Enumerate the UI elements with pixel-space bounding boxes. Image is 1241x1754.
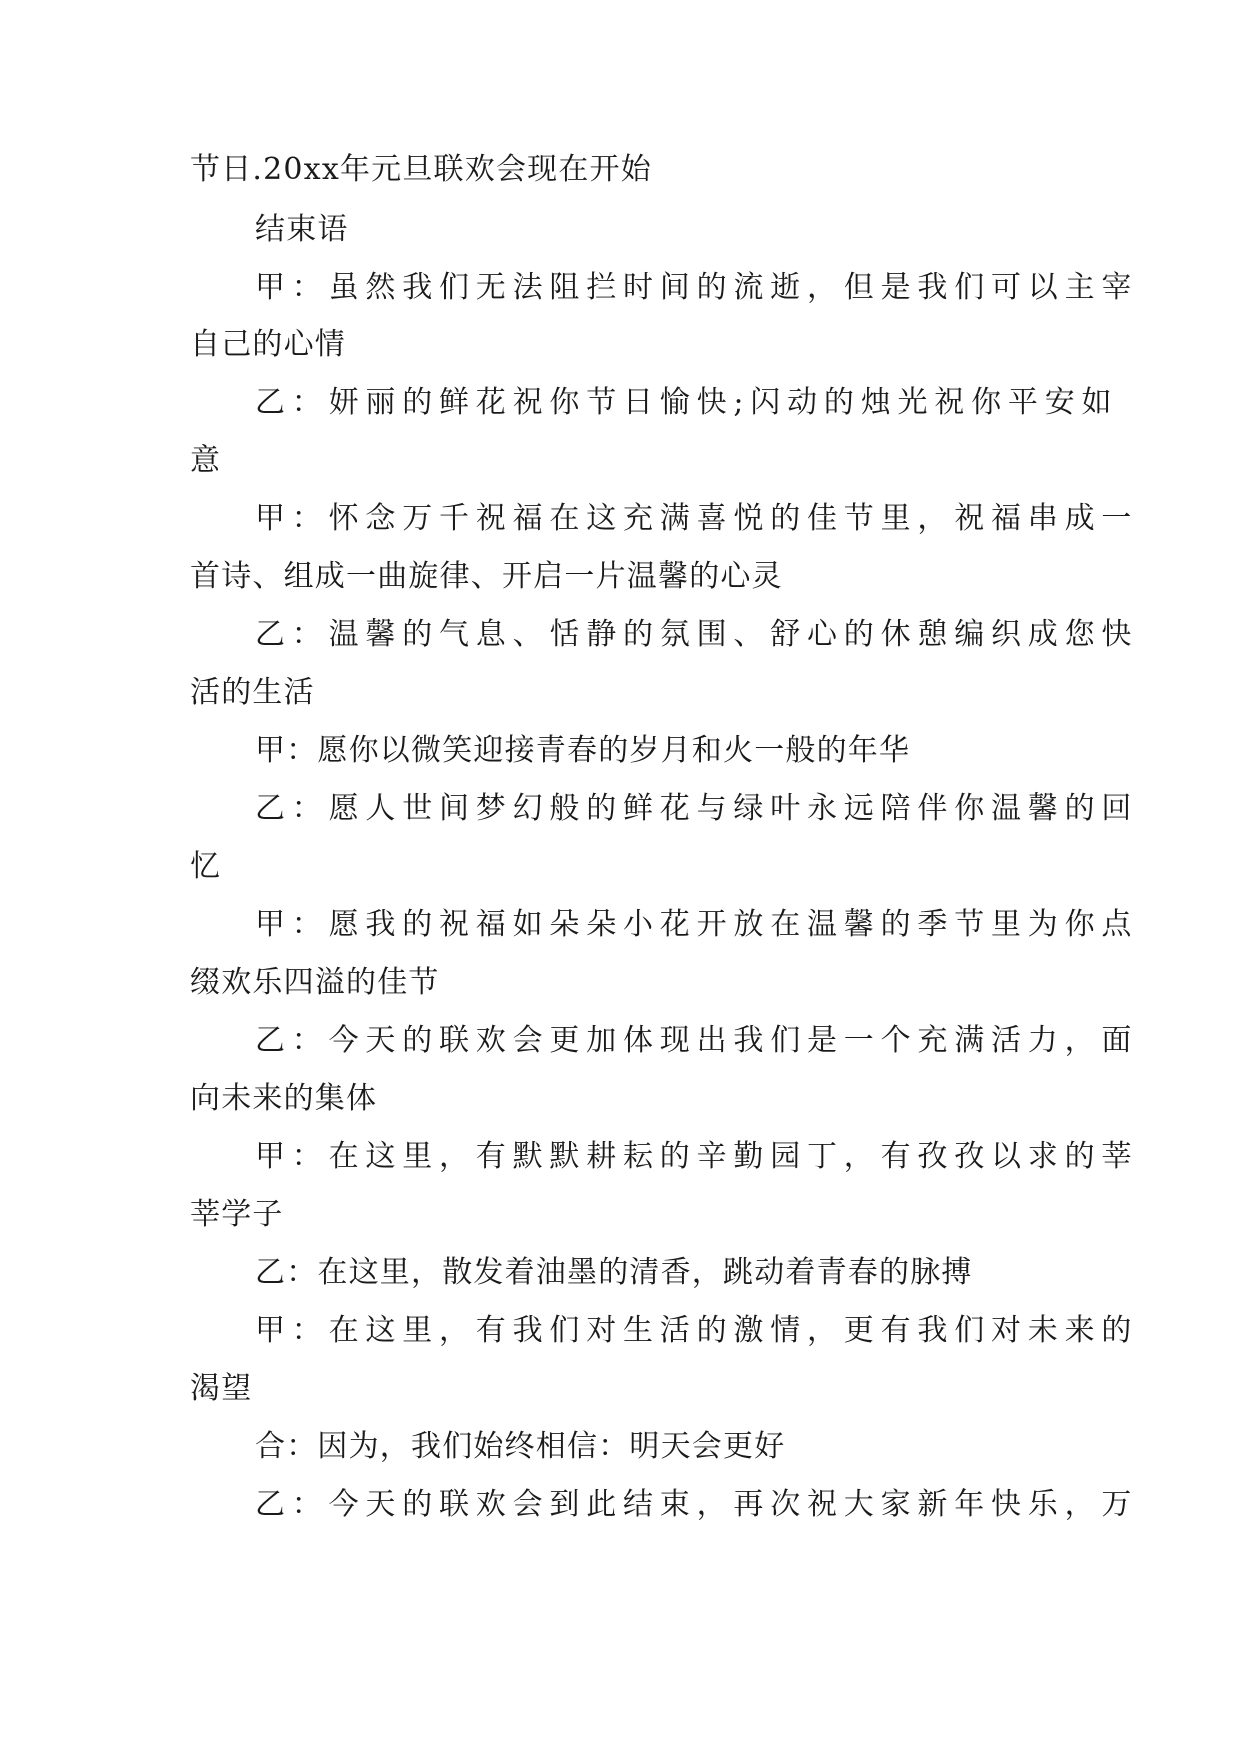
text-line: 节日.20xx年元旦联欢会现在开始 bbox=[190, 152, 652, 187]
text-line: 合：因为，我们始终相信：明天会更好 bbox=[255, 1429, 786, 1464]
text-line: 忆 bbox=[190, 849, 222, 884]
text-line: 首诗、组成一曲旋律、开启一片温馨的心灵 bbox=[190, 559, 783, 594]
text-line: 活的生活 bbox=[190, 675, 315, 710]
text-line: 莘学子 bbox=[190, 1197, 284, 1232]
text-line: 自己的心情 bbox=[190, 327, 346, 362]
text-line: 乙：在这里，散发着油墨的清香，跳动着青春的脉搏 bbox=[255, 1255, 973, 1290]
text-line: 意 bbox=[190, 443, 222, 478]
text-line: 乙：温馨的气息、恬静的氛围、舒心的休憩编织成您快 bbox=[255, 617, 1139, 652]
text-line: 甲：在这里，有默默耕耘的辛勤园丁，有孜孜以求的莘 bbox=[255, 1139, 1139, 1174]
text-line: 乙：妍丽的鲜花祝你节日愉快;闪动的烛光祝你平安如 bbox=[255, 385, 1119, 420]
text-line: 甲：虽然我们无法阻拦时间的流逝，但是我们可以主宰 bbox=[255, 270, 1139, 305]
text-line: 渴望 bbox=[190, 1371, 253, 1406]
text-line: 甲：怀念万千祝福在这充满喜悦的佳节里，祝福串成一 bbox=[255, 501, 1139, 536]
text-line: 乙：愿人世间梦幻般的鲜花与绿叶永远陪伴你温馨的回 bbox=[255, 791, 1139, 826]
text-line: 甲：愿我的祝福如朵朵小花开放在温馨的季节里为你点 bbox=[255, 907, 1139, 942]
text-line: 乙：今天的联欢会更加体现出我们是一个充满活力，面 bbox=[255, 1023, 1139, 1058]
text-line: 甲：愿你以微笑迎接青春的岁月和火一般的年华 bbox=[255, 733, 911, 768]
text-line: 甲：在这里，有我们对生活的激情，更有我们对未来的 bbox=[255, 1313, 1139, 1348]
section-heading: 结束语 bbox=[255, 212, 349, 247]
text-line: 乙：今天的联欢会到此结束，再次祝大家新年快乐，万 bbox=[255, 1487, 1139, 1522]
text-line: 向未来的集体 bbox=[190, 1081, 378, 1116]
text-line: 缀欢乐四溢的佳节 bbox=[190, 965, 440, 1000]
